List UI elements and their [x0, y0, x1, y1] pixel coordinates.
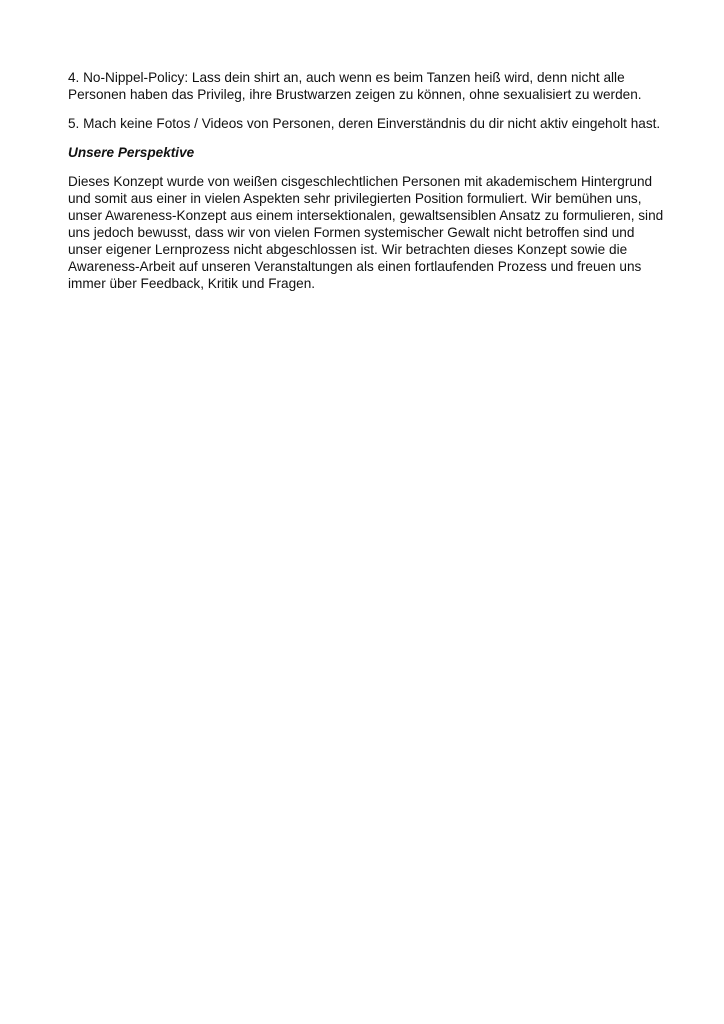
document-page [68, 69, 664, 304]
section-body: Dieses Konzept wurde von weißen cisgeschlechtlichen Personen mit akademischem Hintergrund und somit aus einer in vielen Aspekten sehr privilegierten Position formuliert. Wir bemühen uns, unser Awareness-Konzept aus einem intersektionalen, gewaltsensiblen Ansatz zu formulieren, sind uns jedoch bewusst, dass wir von vielen Formen systemischer Gewalt nicht betroffen sind und unser eigener Lernprozess nicht abgeschlossen ist. Wir betrachten dieses Konzept sowie die Awareness-Arbeit auf unseren Veranstaltungen als einen fortlaufenden Prozess und freuen uns immer über Feedback, Kritik und Fragen. [68, 174, 664, 291]
section-heading: Unsere Perspektive [68, 145, 195, 160]
rule-item-5: 5. Mach keine Fotos / Videos von Personen, deren Einverständnis du dir nicht aktiv eingeholt hast. [68, 116, 661, 131]
rule-item-4: 4. No-Nippel-Policy: Lass dein shirt an, auch wenn es beim Tanzen heiß wird, denn nicht alle Personen haben das Privileg, ihre Brustwarzen zeigen zu können, ohne sexualisiert zu werden. [68, 70, 642, 102]
